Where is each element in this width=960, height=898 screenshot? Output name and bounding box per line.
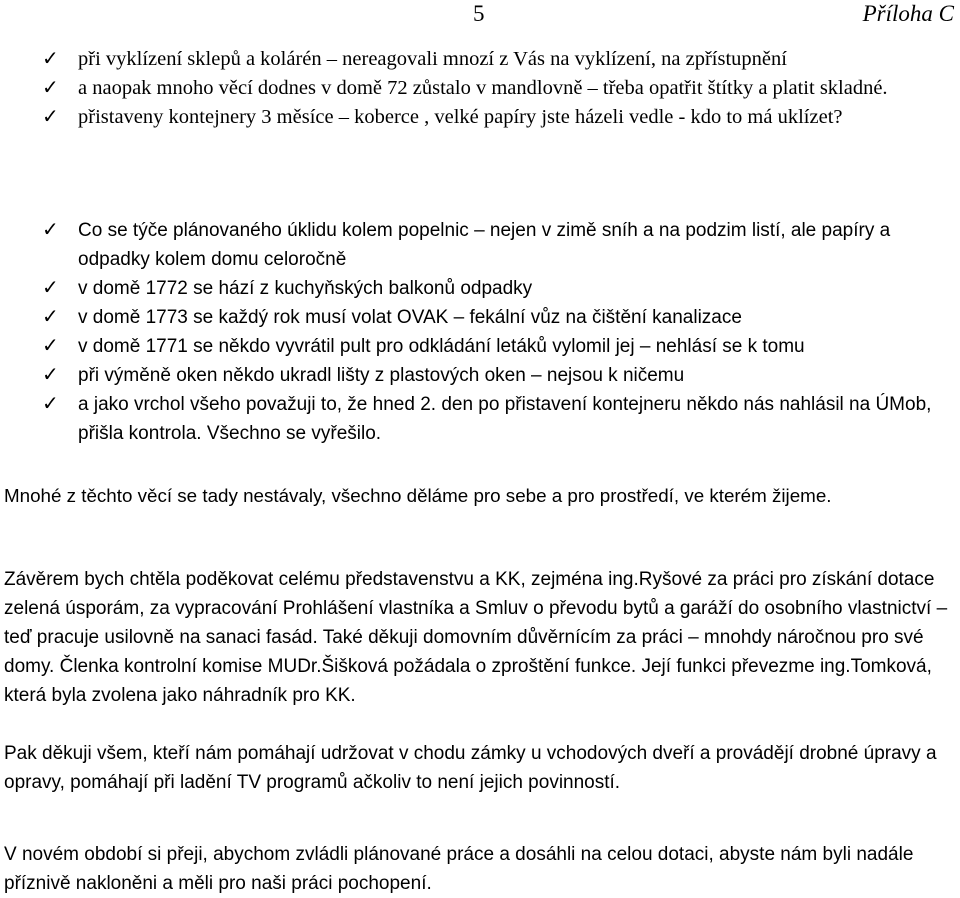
page-number: 5 bbox=[473, 1, 485, 26]
list-item bbox=[0, 74, 960, 103]
page-header bbox=[0, 0, 960, 30]
list-item bbox=[0, 303, 960, 332]
check-icon: ✓ bbox=[42, 48, 59, 70]
check-icon: ✓ bbox=[42, 106, 59, 128]
check-icon: ✓ bbox=[42, 306, 59, 328]
thanks-all-paragraph: Pak děkuji všem, kteří nám pomáhají udržovat v chodu zámky u vchodových dveří a provádějí drobné úpravy a opravy, pomáhají při ladění TV programů ačkoliv to není jejich povinností. bbox=[4, 743, 937, 793]
list-item bbox=[0, 332, 960, 361]
appendix-label: Příloha C bbox=[862, 1, 954, 26]
checklist-sans bbox=[0, 216, 960, 448]
list-item bbox=[0, 45, 960, 74]
wish-paragraph: V novém období si přeji, abychom zvládli plánované práce a dosáhli na celou dotaci, abyste nám byli nadále příznivě nakloněni a měli pro naši práci pochopení. bbox=[4, 844, 914, 894]
check-icon: ✓ bbox=[42, 77, 59, 99]
checklist-serif bbox=[0, 45, 960, 132]
list-item-text: a naopak mnoho věcí dodnes v domě 72 zůstalo v mandlovně – třeba opatřit štítky a platit skladné. bbox=[78, 77, 888, 99]
list-item-text: Co se týče plánovaného úklidu kolem popelnic – nejen v zimě sníh a na podzim listí, ale papíry a odpadky kolem domu celoročně bbox=[78, 220, 891, 270]
check-icon: ✓ bbox=[42, 219, 59, 241]
check-icon: ✓ bbox=[42, 364, 59, 386]
list-item bbox=[0, 274, 960, 303]
check-icon: ✓ bbox=[42, 393, 59, 415]
list-item bbox=[0, 103, 960, 132]
check-icon: ✓ bbox=[42, 277, 59, 299]
list-item-text: v domě 1771 se někdo vyvrátil pult pro odkládání letáků vylomil jej – nehlásí se k tomu bbox=[78, 336, 805, 357]
list-item bbox=[0, 216, 960, 274]
check-icon: ✓ bbox=[42, 335, 59, 357]
list-item-text: při výměně oken někdo ukradl lišty z plastových oken – nejsou k ničemu bbox=[78, 365, 685, 386]
list-item bbox=[0, 390, 960, 448]
closing-paragraph: Mnohé z těchto věcí se tady nestávaly, všechno děláme pro sebe a pro prostředí, ve kterém žijeme. bbox=[4, 485, 832, 506]
list-item bbox=[0, 361, 960, 390]
list-item-text: v domě 1772 se hází z kuchyňských balkonů odpadky bbox=[78, 278, 533, 299]
list-item-text: a jako vrchol všeho považuji to, že hned 2. den po přistavení kontejneru někdo nás nahlásil na ÚMob, přišla kontrola. Všechno se vyřešilo. bbox=[78, 394, 932, 444]
list-item-text: v domě 1773 se každý rok musí volat OVAK – fekální vůz na čištění kanalizace bbox=[78, 307, 742, 328]
list-item-text: při vyklízení sklepů a kolárén – nereagovali mnozí z Vás na vyklízení, na zpřístupnění bbox=[78, 48, 787, 70]
thanks-committee-paragraph: Závěrem bych chtěla poděkovat celému představenstvu a KK, zejména ing.Ryšové za práci pro získání dotace zelená úsporám, za vypracování Prohlášení vlastníka a Smluv o převodu bytů a garáží do osobního vlastnictví – teď pracuje usilovně na sanaci fasád. Také děkuji domovním důvěrnícím za práci – mnohdy náročnou pro své domy. Členka kontrolní komise MUDr.Šišková požádala o zproštění funkce. Její funkci převezme ing.Tomková, která byla zvolena jako náhradník pro KK. bbox=[4, 569, 948, 706]
list-item-text: přistaveny kontejnery 3 měsíce – koberce , velké papíry jste házeli vedle - kdo to má uklízet? bbox=[78, 106, 843, 128]
